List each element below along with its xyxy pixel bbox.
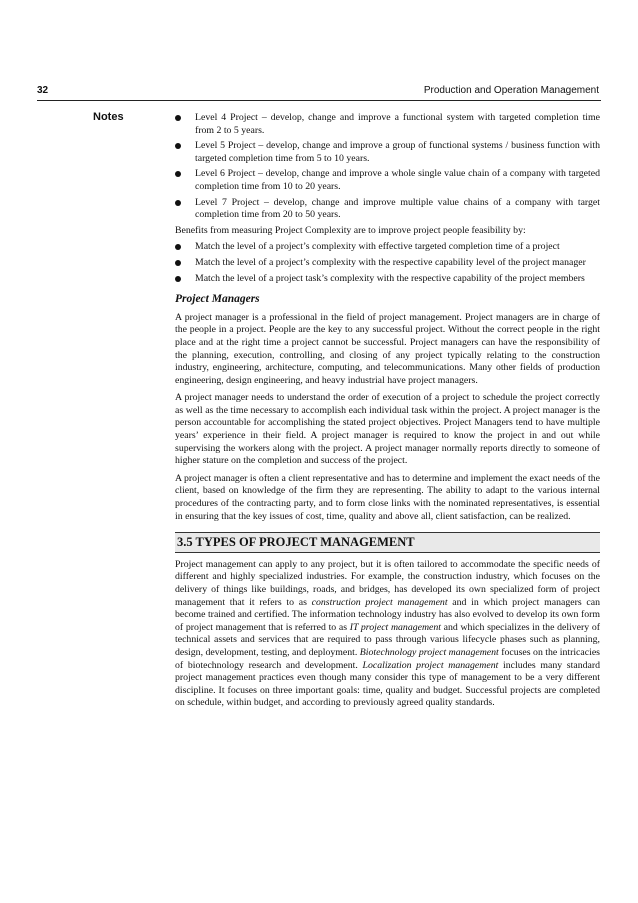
list-item-text: Level 4 Project – develop, change and improve a functional system with targeted completion time from 2 to 5 years. bbox=[195, 112, 600, 136]
bullet-icon bbox=[175, 200, 181, 206]
section-heading: 3.5 TYPES OF PROJECT MANAGEMENT bbox=[175, 532, 600, 553]
term-construction: construction project management bbox=[311, 596, 448, 608]
level-list bbox=[175, 112, 600, 222]
types-paragraph bbox=[175, 559, 600, 710]
page-number: 32 bbox=[37, 85, 49, 96]
list-item bbox=[175, 197, 600, 222]
term-it: IT project management bbox=[349, 621, 442, 633]
running-header bbox=[37, 85, 601, 99]
list-item-text: Match the level of a project task’s complexity with the respective capability of the project members bbox=[195, 272, 585, 284]
list-item bbox=[175, 241, 600, 254]
list-item bbox=[175, 112, 600, 137]
bullet-icon bbox=[175, 276, 181, 282]
benefits-list bbox=[175, 241, 600, 285]
header-rule bbox=[37, 100, 601, 101]
term-localization: Localization project management bbox=[362, 659, 499, 671]
benefits-intro: Benefits from measuring Project Complexity are to improve project people feasibility by: bbox=[175, 224, 526, 236]
bullet-icon bbox=[175, 244, 181, 250]
text-run: focuses on the intricacies of biotechnology research and development. bbox=[175, 646, 600, 671]
paragraph: A project manager is a professional in the field of project management. Project managers are in charge of the people in a project. People are the key to any successful project. Without the correct people in the right place and at the right time a project cannot be successful. Project managers can have the responsibility of the planning, execution, controlling, and closing of any project typically relating to the construction industry, engineering, architecture, computing, and telecommunications. Many other fields of production engineering, design engineering, and heavy industrial have project managers. bbox=[175, 311, 600, 386]
bullet-icon bbox=[175, 143, 181, 149]
bullet-icon bbox=[175, 171, 181, 177]
list-item bbox=[175, 257, 600, 270]
list-item bbox=[175, 273, 600, 286]
text-run: Project management can apply to any project, but it is often tailored to accommodate the specific needs of different and highly specialized industries. For example, the construction industry, which focuses on the delivery of things like buildings, roads, and bridges, has developed its own specialized form of project management that it refers to as bbox=[175, 558, 600, 608]
text-run: and which specializes in the delivery of technical assets and services that are required to pass through various lifecycle phases such as planning, design, development, testing, and deployment. bbox=[175, 621, 600, 658]
list-item bbox=[175, 168, 600, 193]
project-managers-heading: Project Managers bbox=[175, 293, 260, 306]
bullet-icon bbox=[175, 260, 181, 266]
list-item-text: Level 5 Project – develop, change and improve a group of functional systems / business function with targeted completion time from 5 to 10 years. bbox=[195, 140, 600, 164]
text-run: includes many standard project management practices even though many consider this type of management to be a very different discipline. It focuses on three important goals: time, quality and budget. Successful projects are completed on schedule, within budget, and according to previously agreed quality standards. bbox=[175, 659, 601, 709]
term-biotech: Biotechnology project management bbox=[359, 646, 499, 658]
text-run: and in which project managers can become trained and certified. The information technology industry has also evolved to develop its own form of project management that is referred to as bbox=[175, 596, 600, 633]
book-title: Production and Operation Management bbox=[423, 85, 599, 96]
list-item-text: Level 6 Project – develop, change and improve a whole single value chain of a company with targeted completion time from 10 to 20 years. bbox=[195, 168, 600, 192]
list-item bbox=[175, 140, 600, 165]
margin-notes-label: Notes bbox=[93, 111, 124, 123]
paragraph: A project manager needs to understand the order of execution of a project to schedule the project correctly as well as the time necessary to accomplish each individual task within the project. A project manager is the person accountable for accomplishing the stated project objectives. Project Managers tend to have multiple years’ experience in their field. A project manager is required to know the project in and out while supervising the workers along with the project. A project manager normally reports directly to someone of higher stature on the completion and success of the project. bbox=[175, 392, 600, 467]
list-item-text: Level 7 Project – develop, change and improve multiple value chains of a company with target completion time from 20 to 50 years. bbox=[195, 196, 600, 221]
main-content bbox=[175, 112, 600, 715]
bullet-icon bbox=[175, 115, 181, 121]
paragraph: A project manager is often a client representative and has to determine and implement the exact needs of the client, based on knowledge of the firm they are representing. The ability to adapt to the various internal procedures of the contracting party, and to form close links with the nominated representatives, is essential in ensuring that the key issues of cost, time, quality and above all, client satisfaction, can be realized. bbox=[175, 472, 600, 522]
list-item-text: Match the level of a project’s complexity with the respective capability level of the project manager bbox=[195, 256, 586, 268]
list-item-text: Match the level of a project’s complexity with effective targeted completion time of a project bbox=[195, 241, 560, 253]
